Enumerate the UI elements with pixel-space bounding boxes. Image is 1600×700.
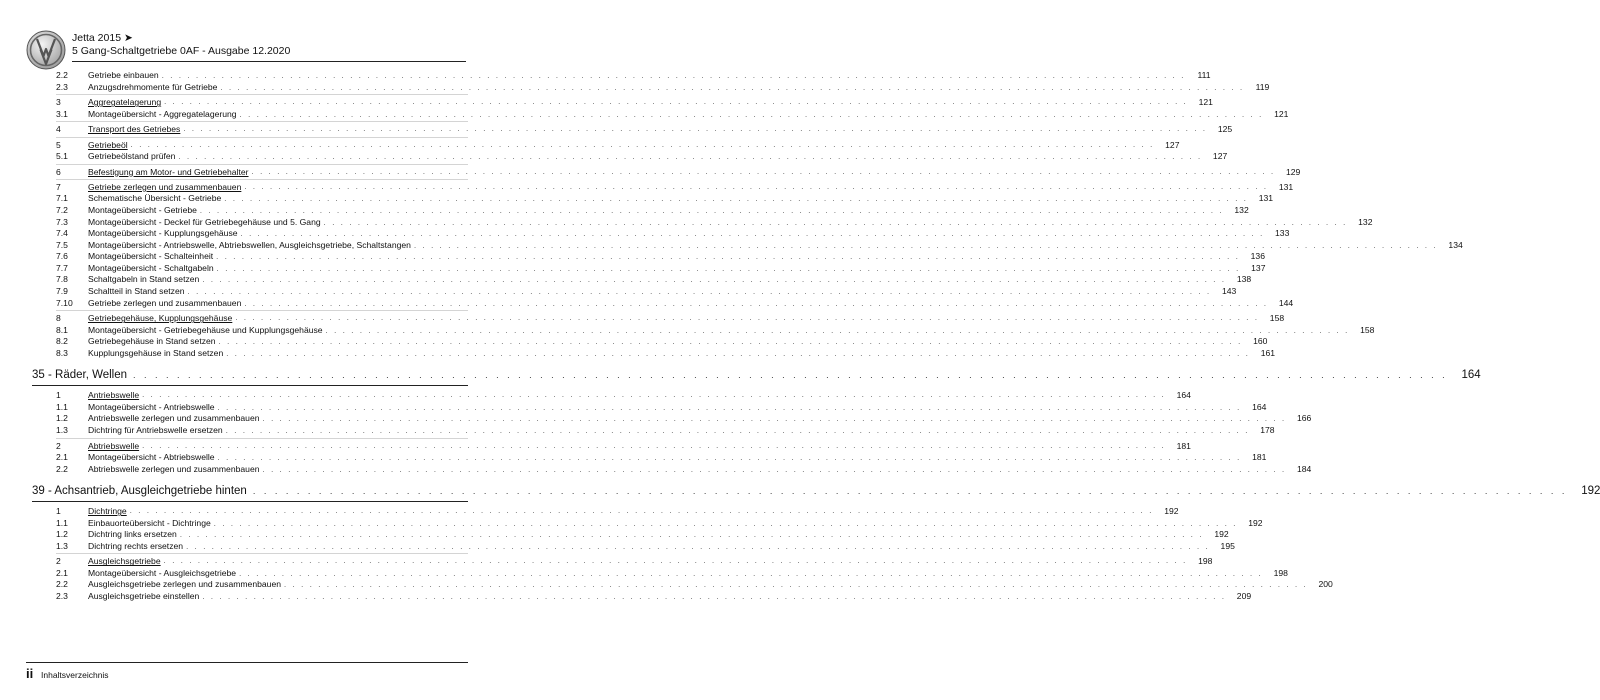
toc-leader-dots: . . . . . . . . . . . . . . . . . . . . . . . . . . . . . . . . . . . . . . . . . . . . . . . . . . . . . . . . . . . . . . . . . . . . . . . . . . . . . . . . . . . . . . . . . . . . . . . . . . . . . . . . . . . . . . . . . . . . . . . . [224, 194, 1249, 204]
toc-subsection[interactable] [56, 216, 1373, 229]
toc-section[interactable] [56, 312, 1285, 324]
header-subtitle: 5 Gang-Schaltgetriebe 0AF - Ausgabe 12.2020 [72, 45, 291, 57]
toc-page-number: 133 [1275, 228, 1290, 239]
toc-title: Montageübersicht - Schalteinheit [88, 251, 214, 262]
toc-leader-dots: . . . . . . . . . . . . . . . . . . . . . . . . . . . . . . . . . . . . . . . . . . . . . . . . . . . . . . . . . . . . . . . . . . . . . . . . . . . . . . . . . . . . . . . . . . . . . . . . . . . . . . . . . . . . . . . . . . . . . . . . [163, 556, 1188, 566]
toc-number: 2 [56, 556, 61, 567]
toc-leader-dots: . . . . . . . . . . . . . . . . . . . . . . . . . . . . . . . . . . . . . . . . . . . . . . . . . . . . . . . . . . . . . . . . . . . . . . . . . . . . . . . . . . . . . . . . . . . . . . . . . . . . . . . . . . . . . . . . . . . . . . . . [240, 229, 1265, 239]
toc-page-number: 192 [1214, 529, 1229, 540]
toc-title: Getriebegehäuse, Kupplungsgehäuse [88, 313, 233, 324]
toc-subsection[interactable] [56, 567, 1288, 580]
toc-leader-dots: . . . . . . . . . . . . . . . . . . . . . . . . . . . . . . . . . . . . . . . . . . . . . . . . . . . . . . . . . . . . . . . . . . . . . . . . . . . . . . . . . . . . . . . . . . . . . . . . . . . . . . . . . . . . . . . . . . . . . . . . [235, 313, 1260, 323]
toc-page-number: 192 [1164, 506, 1179, 517]
toc-page-number: 192 [1581, 485, 1600, 498]
toc-title: Montageübersicht - Deckel für Getriebegehäuse und 5. Gang [88, 216, 321, 227]
toc-subsection[interactable] [56, 239, 1463, 252]
toc-section[interactable] [56, 139, 1180, 151]
toc-leader-dots: . . . . . . . . . . . . . . . . . . . . . . . . . . . . . . . . . . . . . . . . . . . . . . . . . . . . . . . . . . . . . . . . . . . . . . . . . . . . . . . . . . . . . . . . . . . . . . . . . . . . . . . . . . . . . . . . . . . . . . . . [413, 240, 1438, 250]
toc-leader-dots: . . . . . . . . . . . . . . . . . . . . . . . . . . . . . . . . . . . . . . . . . . . . . . . . . . . . . . . . . . . . . . . . . . . . . . . . . . . . . . . . . . . . . . . . . . . . . . . . . . . . . . . . . . . . . . . . . . . . . . . . [218, 337, 1243, 347]
toc-subsection[interactable] [56, 150, 1228, 163]
toc-page-number: 178 [1260, 425, 1275, 436]
toc-leader-dots: . . . . . . . . . . . . . . . . . . . . . . . . . . . . . . . . . . . . . . . . . . . . . . . . . . . . . . . . . . . . . . . . . . . . . . . . . . . . . . . . . . . . . . . . . . . . . . . . . . . . . . . . . . . . . . . . . . . . . . . . [217, 402, 1242, 412]
toc-section[interactable] [56, 440, 1191, 452]
toc-subsection[interactable] [56, 204, 1249, 217]
header-model: Jetta 2015 [72, 32, 122, 44]
toc-page-number: 181 [1252, 452, 1267, 462]
toc-title: Montageübersicht - Ausgleichsgetriebe [88, 567, 237, 578]
toc-subsection[interactable] [56, 262, 1266, 275]
toc-subsection[interactable] [56, 70, 1211, 82]
toc-number: 8.3 [56, 347, 68, 358]
toc-title: Getriebeölstand prüfen [88, 150, 176, 161]
toc-page-number: 134 [1448, 239, 1463, 250]
toc-page-number: 184 [1297, 463, 1312, 474]
toc-number: 1.3 [56, 540, 68, 551]
page-footer [26, 662, 468, 682]
toc-title: Anzugsdrehmomente für Getriebe [88, 81, 218, 92]
toc-leader-dots: . . . . . . . . . . . . . . . . . . . . . . . . . . . . . . . . . . . . . . . . . . . . . . . . . . . . . . . . . . . . . . . . . . . . . . . . . . . . . . . . . . . . . . . . . . . . . . . . . . . . . . . . . . . . . . . . . . . . . . . . [325, 325, 1350, 335]
toc-page-number: 143 [1221, 286, 1237, 297]
toc-number: 1.1 [56, 517, 68, 528]
toc-title: Montageübersicht - Antriebswelle, Abtriebswellen, Ausgleichsgetriebe, Schaltstangen [88, 239, 411, 250]
toc-leader-dots: . . . . . . . . . . . . . . . . . . . . . . . . . . . . . . . . . . . . . . . . . . . . . . . . . . . . . . . . . . . . . . . . . . . . . . . . . . . . . . . . . . . . . . . . . . . . . . . . . . . . . . . . . . . . . . . . . . . . . . . . [239, 109, 1264, 119]
toc-number: 7 [56, 181, 61, 192]
toc-number: 7.8 [56, 274, 68, 285]
toc-number: 7.7 [56, 262, 68, 273]
toc-number: 7.4 [56, 228, 68, 239]
toc-number: 1.2 [56, 413, 68, 424]
toc-page-number: 198 [1273, 567, 1288, 578]
toc-title: Ausgleichsgetriebe einstellen [88, 590, 200, 601]
toc-leader-dots: . . . . . . . . . . . . . . . . . . . . . . . . . . . . . . . . . . . . . . . . . . . . . . . . . . . . . . . . . . . . . . . . . . . . . . . . . . . . . . . . . . . . . . . . . . . . . . . . . . . . . . . . . . . . . . . . . . . . . . . . [164, 97, 1188, 107]
toc-leader-dots: . . . . . . . . . . . . . . . . . . . . . . . . . . . . . . . . . . . . . . . . . . . . . . . . . . . . . . . . . . . . . . . . . . . . . . . . . . . . . . . . . . . . . . . . . . . . . . . . . . . . . . . . . . . . . . . . . . . . . . . . [225, 426, 1250, 436]
toc-title: Abtriebswelle zerlegen und zusammenbauen [88, 463, 260, 474]
toc-number: 8 [56, 313, 61, 324]
toc-title: Transport des Getriebes [88, 124, 181, 135]
toc-leader-dots: . . . . . . . . . . . . . . . . . . . . . . . . . . . . . . . . . . . . . . . . . . . . . . . . . . . . . . . . . . . . . . . . . . . . . . . . . . . . . . . . . . . . . . . . . . . . . . . . . . . . . . . . . . . . . . . . . . . . . . . . [251, 166, 1276, 176]
toc-title: Dichtring rechts ersetzen [88, 540, 184, 551]
toc-section[interactable] [56, 389, 1191, 401]
toc-title: Dichtring für Antriebswelle ersetzen [88, 425, 223, 436]
toc-title: Getriebegehäuse in Stand setzen [88, 336, 216, 347]
toc-section[interactable] [56, 96, 1213, 108]
toc-leader-dots: . . . . . . . . . . . . . . . . . . . . . . . . . . . . . . . . . . . . . . . . . . . . . . . . . . . . . . . . . . . . . . . . . . . . . . . . . . . . . . . . . . . . . . . . . . . . . . . . . . . . . . . . . . . . . . . . . . . . . . . . [130, 139, 1155, 149]
toc-leader-dots: . . . . . . . . . . . . . . . . . . . . . . . . . . . . . . . . . . . . . . . . . . . . . . . . . . . . . . . . . . . . . . . . . . . . . . . . . . . . . . . . . . . . . . . . . . . . . . . . . . . . . . . . . . . . . . . . . . . . . . . . [178, 151, 1203, 161]
toc-leader-dots: . . . . . . . . . . . . . . . . . . . . . . . . . . . . . . . . . . . . . . . . . . . . . . . . . . . . . . . . . . . . . . . . . . . . . . . . . . . . . . . . . . . . . . . . . . . . . . . . . . . . . . . . . . . . . . . . . . . . . . . . [199, 205, 1224, 215]
toc-title: Montageübersicht - Aggregatelagerung [88, 108, 237, 119]
toc-page-number: 198 [1198, 556, 1213, 567]
toc-number: 1.3 [56, 425, 68, 436]
toc-title: Getriebe zerlegen und zusammenbauen [88, 181, 242, 192]
toc-leader-dots: . . . . . . . . . . . . . . . . . . . . . . . . . . . . . . . . . . . . . . . . . . . . . . . . . . . . . . . . . . . . . . . . . . . . . . . . . . . . . . . . . . . . . . . . . . . . . . . . . . . . . . . . . . . . . . . . . . . . . . . . [252, 486, 1568, 497]
toc-page-number: 131 [1278, 181, 1294, 192]
toc-page-number: 132 [1234, 204, 1249, 215]
toc-page-number: 131 [1258, 193, 1274, 204]
toc-subsection[interactable] [56, 347, 1276, 360]
toc-title: Montageübersicht - Antriebswelle [88, 401, 215, 412]
toc-title: Getriebe zerlegen und zusammenbauen [88, 297, 242, 308]
toc-subsection[interactable] [56, 529, 1229, 541]
toc-number: 4 [56, 124, 61, 135]
toc-number: 7.2 [56, 204, 68, 215]
toc-leader-dots: . . . . . . . . . . . . . . . . . . . . . . . . . . . . . . . . . . . . . . . . . . . . . . . . . . . . . . . . . . . . . . . . . . . . . . . . . . . . . . . . . . . . . . . . . . . . . . . . . . . . . . . . . . . . . . . . . . . . . . . . [262, 464, 1287, 474]
toc-number: 3.1 [56, 108, 68, 119]
toc-number: 2.3 [56, 81, 68, 92]
toc-number: 1 [56, 390, 61, 401]
vw-logo-icon [26, 30, 66, 70]
toc-page-number: 200 [1318, 579, 1333, 590]
toc-section[interactable] [56, 505, 1179, 517]
toc-subsection[interactable] [56, 401, 1267, 414]
toc-title: Dichtringe [88, 506, 127, 517]
toc-leader-dots: . . . . . . . . . . . . . . . . . . . . . . . . . . . . . . . . . . . . . . . . . . . . . . . . . . . . . . . . . . . . . . . . . . . . . . . . . . . . . . . . . . . . . . . . . . . . . . . . . . . . . . . . . . . . . . . . . . . . . . . . [239, 568, 1263, 578]
toc-leader-dots: . . . . . . . . . . . . . . . . . . . . . . . . . . . . . . . . . . . . . . . . . . . . . . . . . . . . . . . . . . . . . . . . . . . . . . . . . . . . . . . . . . . . . . . . . . . . . . . . . . . . . . . . . . . . . . . . . . . . . . . . [220, 82, 1245, 92]
toc-section[interactable] [56, 123, 1233, 135]
toc-leader-dots: . . . . . . . . . . . . . . . . . . . . . . . . . . . . . . . . . . . . . . . . . . . . . . . . . . . . . . . . . . . . . . . . . . . . . . . . . . . . . . . . . . . . . . . . . . . . . . . . . . . . . . . . . . . . . . . . . . . . . . . . [323, 217, 1348, 227]
page-header [26, 30, 466, 70]
toc-subsection[interactable] [56, 286, 1237, 298]
toc-title: Abtriebswelle [88, 440, 140, 451]
toc-number: 2.2 [56, 70, 68, 80]
toc-title: Getriebe einbauen [88, 70, 159, 80]
toc-page-number: 209 [1236, 590, 1252, 601]
toc-page-number: 166 [1297, 413, 1312, 424]
toc-leader-dots: . . . . . . . . . . . . . . . . . . . . . . . . . . . . . . . . . . . . . . . . . . . . . . . . . . . . . . . . . . . . . . . . . . . . . . . . . . . . . . . . . . . . . . . . . . . . . . . . . . . . . . . . . . . . . . . . . . . . . . . . [129, 506, 1154, 516]
toc-leader-dots: . . . . . . . . . . . . . . . . . . . . . . . . . . . . . . . . . . . . . . . . . . . . . . . . . . . . . . . . . . . . . . . . . . . . . . . . . . . . . . . . . . . . . . . . . . . . . . . . . . . . . . . . . . . . . . . . . . . . . . . . [179, 530, 1204, 540]
toc-title: Schaltteil in Stand setzen [88, 286, 185, 297]
toc-leader-dots: . . . . . . . . . . . . . . . . . . . . . . . . . . . . . . . . . . . . . . . . . . . . . . . . . . . . . . . . . . . . . . . . . . . . . . . . . . . . . . . . . . . . . . . . . . . . . . . . . . . . . . . . . . . . . . . . . . . . . . . . [202, 275, 1227, 285]
toc-page-number: 137 [1251, 262, 1266, 273]
toc-number: 1 [56, 506, 61, 517]
toc-page-number: 125 [1217, 124, 1233, 135]
toc-page-number: 111 [1197, 70, 1211, 80]
toc-subsection[interactable] [56, 336, 1268, 348]
toc-number: 6 [56, 166, 61, 177]
toc-subsection[interactable] [56, 251, 1265, 263]
toc-page-number: 129 [1286, 166, 1301, 177]
toc-number: 2.1 [56, 567, 68, 578]
toc-page-number: 132 [1358, 216, 1373, 227]
toc-leader-dots: . . . . . . . . . . . . . . . . . . . . . . . . . . . . . . . . . . . . . . . . . . . . . . . . . . . . . . . . . . . . . . . . . . . . . . . . . . . . . . . . . . . . . . . . . . . . . . . . . . . . . . . . . . . . . . . . . . . . . . . . [142, 440, 1166, 450]
toc-leader-dots: . . . . . . . . . . . . . . . . . . . . . . . . . . . . . . . . . . . . . . . . . . . . . . . . . . . . . . . . . . . . . . . . . . . . . . . . . . . . . . . . . . . . . . . . . . . . . . . . . . . . . . . . . . . . . . . . . . . . . . . . [161, 71, 1186, 80]
toc-title: Befestigung am Motor- und Getriebehalter [88, 166, 249, 177]
toc-leader-dots: . . . . . . . . . . . . . . . . . . . . . . . . . . . . . . . . . . . . . . . . . . . . . . . . . . . . . . . . . . . . . . . . . . . . . . . . . . . . . . . . . . . . . . . . . . . . . . . . . . . . . . . . . . . . . . . . . . . . . . . . [244, 298, 1269, 308]
toc-leader-dots: . . . . . . . . . . . . . . . . . . . . . . . . . . . . . . . . . . . . . . . . . . . . . . . . . . . . . . . . . . . . . . . . . . . . . . . . . . . . . . . . . . . . . . . . . . . . . . . . . . . . . . . . . . . . . . . . . . . . . . . . [187, 287, 1212, 297]
toc-page-number: 158 [1360, 324, 1375, 335]
toc-title: Aggregatelagerung [88, 97, 162, 108]
toc-subsection[interactable] [56, 324, 1375, 337]
toc-subsection[interactable] [56, 108, 1289, 121]
toc-number: 7.10 [56, 297, 73, 308]
toc-subsection[interactable] [56, 463, 1312, 476]
toc-number: 1.2 [56, 529, 68, 540]
toc-page-number: 195 [1220, 540, 1235, 551]
toc-page-number: 192 [1248, 517, 1263, 528]
footer-label: Inhaltsverzeichnis [41, 670, 109, 680]
toc-chapter[interactable] [32, 366, 1481, 386]
toc-page-number: 127 [1212, 150, 1228, 161]
toc-number: 2.3 [56, 590, 68, 601]
toc-page-number: 158 [1269, 313, 1285, 324]
toc-leader-dots: . . . . . . . . . . . . . . . . . . . . . . . . . . . . . . . . . . . . . . . . . . . . . . . . . . . . . . . . . . . . . . . . . . . . . . . . . . . . . . . . . . . . . . . . . . . . . . . . . . . . . . . . . . . . . . . . . . . . . . . . [142, 390, 1166, 400]
toc-number: 7.5 [56, 239, 68, 250]
toc-title: Ausgleichsgetriebe zerlegen und zusammenbauen [88, 579, 282, 590]
toc-title: Montageübersicht - Schaltgabeln [88, 262, 214, 273]
table-of-contents [32, 70, 1600, 603]
toc-page-number: 160 [1253, 336, 1268, 347]
toc-number: 2 [56, 440, 61, 451]
toc-leader-dots: . . . . . . . . . . . . . . . . . . . . . . . . . . . . . . . . . . . . . . . . . . . . . . . . . . . . . . . . . . . . . . . . . . . . . . . . . . . . . . . . . . . . . . . . . . . . . . . . . . . . . . . . . . . . . . . . . . . . . . . . [133, 370, 1448, 381]
toc-page-number: 181 [1176, 440, 1191, 451]
toc-title: Schematische Übersicht - Getriebe [88, 193, 222, 204]
toc-title: Antriebswelle zerlegen und zusammenbauen [88, 413, 260, 424]
toc-subsection[interactable] [56, 452, 1267, 464]
toc-number: 2.2 [56, 579, 68, 590]
toc-leader-dots: . . . . . . . . . . . . . . . . . . . . . . . . . . . . . . . . . . . . . . . . . . . . . . . . . . . . . . . . . . . . . . . . . . . . . . . . . . . . . . . . . . . . . . . . . . . . . . . . . . . . . . . . . . . . . . . . . . . . . . . . [202, 591, 1227, 601]
toc-title: 35 - Räder, Wellen [32, 369, 128, 382]
toc-leader-dots: . . . . . . . . . . . . . . . . . . . . . . . . . . . . . . . . . . . . . . . . . . . . . . . . . . . . . . . . . . . . . . . . . . . . . . . . . . . . . . . . . . . . . . . . . . . . . . . . . . . . . . . . . . . . . . . . . . . . . . . . [183, 124, 1208, 134]
toc-title: Montageübersicht - Getriebegehäuse und Kupplungsgehäuse [88, 324, 323, 335]
toc-subsection[interactable] [56, 274, 1252, 286]
toc-title: Kupplungsgehäuse in Stand setzen [88, 347, 224, 358]
footer-page-number: ii [26, 666, 34, 681]
toc-subsection[interactable] [56, 297, 1294, 310]
toc-title: Montageübersicht - Abtriebswelle [88, 452, 215, 462]
toc-number: 7.3 [56, 216, 68, 227]
toc-subsection[interactable] [56, 590, 1252, 603]
toc-page-number: 144 [1278, 297, 1294, 308]
toc-page-number: 164 [1176, 390, 1191, 401]
toc-leader-dots: . . . . . . . . . . . . . . . . . . . . . . . . . . . . . . . . . . . . . . . . . . . . . . . . . . . . . . . . . . . . . . . . . . . . . . . . . . . . . . . . . . . . . . . . . . . . . . . . . . . . . . . . . . . . . . . . . . . . . . . . [284, 580, 1308, 590]
toc-leader-dots: . . . . . . . . . . . . . . . . . . . . . . . . . . . . . . . . . . . . . . . . . . . . . . . . . . . . . . . . . . . . . . . . . . . . . . . . . . . . . . . . . . . . . . . . . . . . . . . . . . . . . . . . . . . . . . . . . . . . . . . . [226, 348, 1251, 358]
toc-leader-dots: . . . . . . . . . . . . . . . . . . . . . . . . . . . . . . . . . . . . . . . . . . . . . . . . . . . . . . . . . . . . . . . . . . . . . . . . . . . . . . . . . . . . . . . . . . . . . . . . . . . . . . . . . . . . . . . . . . . . . . . . [217, 453, 1242, 462]
toc-title: Montageübersicht - Kupplungsgehäuse [88, 228, 238, 239]
toc-title: Getriebeöl [88, 139, 128, 150]
toc-page-number: 164 [1461, 369, 1481, 382]
toc-subsection[interactable] [56, 413, 1312, 425]
toc-leader-dots: . . . . . . . . . . . . . . . . . . . . . . . . . . . . . . . . . . . . . . . . . . . . . . . . . . . . . . . . . . . . . . . . . . . . . . . . . . . . . . . . . . . . . . . . . . . . . . . . . . . . . . . . . . . . . . . . . . . . . . . . [186, 541, 1210, 551]
toc-number: 2.2 [56, 463, 68, 474]
toc-number: 3 [56, 97, 61, 108]
toc-title: Ausgleichsgetriebe [88, 556, 161, 567]
toc-subsection[interactable] [56, 517, 1263, 530]
toc-page-number: 119 [1255, 81, 1270, 92]
toc-number: 1.1 [56, 401, 68, 412]
toc-section[interactable] [56, 555, 1213, 567]
toc-number: 5 [56, 139, 61, 150]
toc-section[interactable] [56, 181, 1294, 193]
toc-leader-dots: . . . . . . . . . . . . . . . . . . . . . . . . . . . . . . . . . . . . . . . . . . . . . . . . . . . . . . . . . . . . . . . . . . . . . . . . . . . . . . . . . . . . . . . . . . . . . . . . . . . . . . . . . . . . . . . . . . . . . . . . [262, 414, 1287, 424]
toc-section[interactable] [56, 166, 1301, 178]
toc-subsection[interactable] [56, 540, 1235, 553]
toc-number: 8.1 [56, 324, 68, 335]
footer-divider [26, 662, 468, 663]
toc-title: 39 - Achsantrieb, Ausgleichgetriebe hinten [32, 485, 247, 498]
toc-page-number: 161 [1260, 347, 1276, 358]
toc-title: Montageübersicht - Getriebe [88, 204, 197, 215]
toc-page-number: 136 [1250, 251, 1265, 262]
header-model-line [72, 32, 290, 45]
toc-page-number: 127 [1165, 139, 1180, 150]
toc-leader-dots: . . . . . . . . . . . . . . . . . . . . . . . . . . . . . . . . . . . . . . . . . . . . . . . . . . . . . . . . . . . . . . . . . . . . . . . . . . . . . . . . . . . . . . . . . . . . . . . . . . . . . . . . . . . . . . . . . . . . . . . . [244, 181, 1269, 191]
toc-page-number: 121 [1198, 97, 1213, 108]
toc-subsection[interactable] [56, 228, 1290, 240]
toc-leader-dots: . . . . . . . . . . . . . . . . . . . . . . . . . . . . . . . . . . . . . . . . . . . . . . . . . . . . . . . . . . . . . . . . . . . . . . . . . . . . . . . . . . . . . . . . . . . . . . . . . . . . . . . . . . . . . . . . . . . . . . . . [216, 252, 1240, 262]
header-text [72, 32, 290, 58]
header-divider [72, 61, 466, 62]
toc-leader-dots: . . . . . . . . . . . . . . . . . . . . . . . . . . . . . . . . . . . . . . . . . . . . . . . . . . . . . . . . . . . . . . . . . . . . . . . . . . . . . . . . . . . . . . . . . . . . . . . . . . . . . . . . . . . . . . . . . . . . . . . . [213, 518, 1238, 528]
arrow-right-icon: ➤ [123, 32, 133, 44]
toc-number: 8.2 [56, 336, 68, 347]
toc-subsection[interactable] [56, 193, 1274, 205]
toc-subsection[interactable] [56, 579, 1333, 591]
toc-number: 7.1 [56, 193, 68, 204]
toc-title: Schaltgabeln in Stand setzen [88, 274, 200, 285]
toc-number: 2.1 [56, 452, 68, 462]
toc-title: Einbauorteübersicht - Dichtringe [88, 517, 211, 528]
toc-page-number: 164 [1252, 401, 1267, 412]
toc-subsection[interactable] [56, 425, 1275, 437]
toc-title: Antriebswelle [88, 390, 140, 401]
toc-number: 5.1 [56, 150, 68, 161]
toc-title: Dichtring links ersetzen [88, 529, 177, 540]
toc-chapter[interactable] [32, 482, 1600, 502]
toc-number: 7.9 [56, 286, 68, 297]
toc-page-number: 121 [1274, 108, 1289, 119]
toc-subsection[interactable] [56, 81, 1270, 94]
toc-leader-dots: . . . . . . . . . . . . . . . . . . . . . . . . . . . . . . . . . . . . . . . . . . . . . . . . . . . . . . . . . . . . . . . . . . . . . . . . . . . . . . . . . . . . . . . . . . . . . . . . . . . . . . . . . . . . . . . . . . . . . . . . [216, 263, 1241, 273]
toc-page-number: 138 [1236, 274, 1252, 285]
toc-number: 7.6 [56, 251, 68, 262]
